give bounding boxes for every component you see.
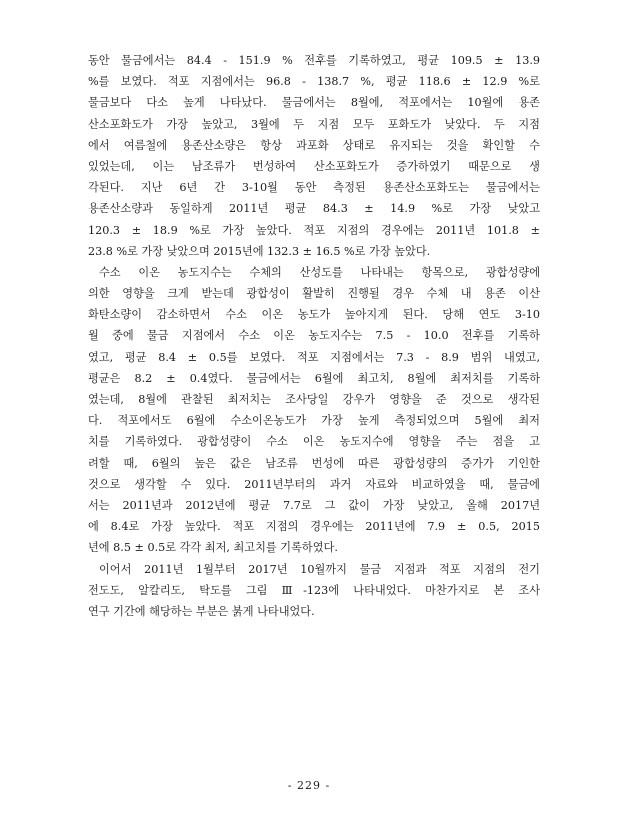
text-line: 월 중에 물금 지점에서 수소 이온 농도지수는 7.5 - 10.0 전후를 기록하 [88,329,540,343]
text-line: 각된다. 지난 6년 간 3-10월 동안 측정된 용존산소포화도는 물금에서는 [88,181,540,195]
text-line: %를 보였다. 적포 지점에서는 96.8 - 138.7 %, 평균 118.6 ± 12.9 %로 [88,75,540,89]
text-line: 120.3 ± 18.9 %로 가장 높았다. 적포 지점의 경우에는 2011년 101.8 ± [88,223,540,237]
text-line: 에 8.4로 가장 높았다. 적포 지점의 경우에는 2011년에 7.9 ± 0.5, 2015 [88,520,540,534]
text-line: 전도도, 알칼리도, 탁도를 그림 Ⅲ-123에 나타내었다. 마찬가지로 본 조사 [88,583,540,597]
page-number: - 229 - [287,779,331,792]
text-line: 치를 기록하였다. 광합성량이 수소 이온 농도지수에 영향을 주는 점을 고 [88,435,540,449]
text-line: 23.8 %로 가장 낮았으며 2015년에 132.3 ± 16.5 %로 가장 높았다. [88,244,431,258]
text-line: 연구 기간에 해당하는 부분은 붉게 나타내었다. [88,604,315,618]
text-line: 년에 8.5 ± 0.5로 각각 최저, 최고치를 기록하였다. [88,541,338,555]
text-line: 의한 영향을 크게 받는데 광합성이 활발히 진행될 경우 수체 내 용존 이산 [88,287,540,301]
text-line: 였고, 평균 8.4 ± 0.5를 보였다. 적포 지점에서는 7.3 - 8.9 범위 내였고, [88,350,540,364]
text-line: 수소 이온 농도지수는 수체의 산성도를 나타내는 항목으로, 광합성량에 [99,265,540,279]
paragraph-ph [88,262,540,559]
text-line: 것으로 생각할 수 있다. 2011년부터의 과거 자료와 비교하였을 때, 물금에 [88,477,540,491]
text-line: 서는 2011년과 2012년에 평균 7.7로 그 값이 가장 낮았고, 올해 2017년 [88,498,540,512]
text-line: 용존산소량과 동일하게 2011년 평균 84.3 ± 14.9 %로 가장 낮았고 [88,202,540,216]
text-line: 평균은 8.2 ± 0.4였다. 물금에서는 6월에 최고치, 8월에 최저치를 기록하 [88,371,540,385]
paragraph-dissolved-oxygen [88,50,540,262]
text-line: 화탄소량이 감소하면서 수소 이온 농도가 높아지게 된다. 당해 연도 3-10 [88,308,540,322]
text-line: 동안 물금에서는 84.4 - 151.9 % 전후를 기록하였고, 평균 109.5 ± 13.9 [88,54,540,67]
text-line: 있었는데, 이는 남조류가 번성하여 산소포화도가 증가하였기 때문으로 생 [88,159,540,173]
text-line: 에서 여름철에 용존산소량은 항상 과포화 상태로 유지되는 것을 확인할 수 [88,138,540,152]
body-text [88,50,540,622]
text-line: 물금보다 다소 높게 나타났다. 물금에서는 8월에, 적포에서는 10월에 용존 [88,96,540,110]
text-line: 이어서 2011년 1월부터 2017년 10월까지 물금 지점과 적포 지점의 전기 [99,562,540,576]
text-line: 산소포화도가 가장 높았고, 3월에 두 지점 모두 포화도가 낮았다. 두 지점 [88,117,540,131]
text-line: 려할 때, 6월의 높은 값은 남조류 번성에 따른 광합성량의 증가가 기인한 [88,456,540,470]
paragraph-conductivity [88,559,540,623]
text-line: 였는데, 8월에 관찰된 최저치는 조사당일 강우가 영향을 준 것으로 생각된 [88,393,540,406]
text-line: 다. 적포에서도 6월에 수소이온농도가 가장 높게 측정되었으며 5월에 최저 [88,414,540,428]
